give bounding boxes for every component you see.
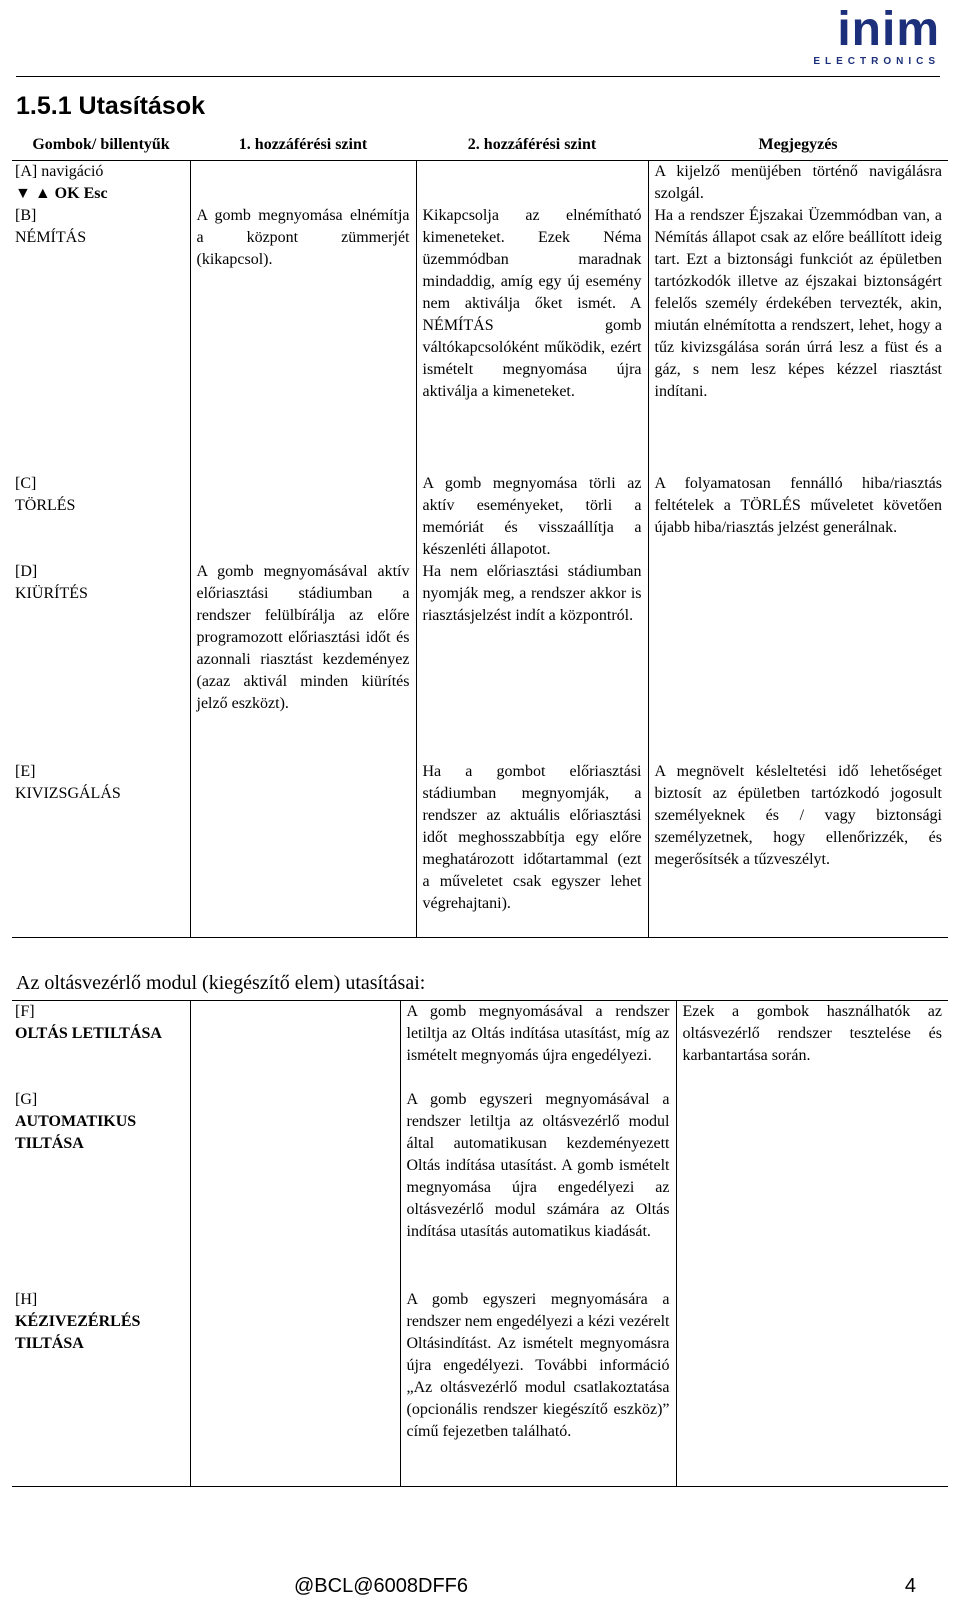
- key-name: NÉMÍTÁS: [15, 229, 87, 246]
- key-name: KIÜRÍTÉS: [15, 585, 88, 602]
- key-cell: [12, 761, 190, 937]
- table-row: [12, 1089, 948, 1289]
- level2-cell: Kikapcsolja az elnémítható kimeneteket. Ezek Néma üzemmódban maradnak mindaddig, amíg egy új esemény nem aktiválja őket ismét. A NÉMÍTÁS gomb váltókapcsolóként működik, ezért ismételt megnyomása újra aktiválja a kimeneteket.: [416, 205, 648, 473]
- inim-logo: [813, 3, 940, 68]
- empty-cell: [190, 1001, 400, 1089]
- col-header-note: Megjegyzés: [648, 128, 948, 161]
- empty-cell: [190, 1289, 400, 1487]
- col-header-level2: 2. hozzáférési szint: [416, 128, 648, 161]
- key-name: AUTOMATIKUS TILTÁSA: [15, 1112, 137, 1152]
- key-cell: [12, 1089, 190, 1289]
- note-cell: [648, 561, 948, 761]
- key-cell: [12, 161, 190, 206]
- key-cell: [12, 1001, 190, 1089]
- key-code: [B]: [15, 207, 37, 224]
- key-name: KIVIZSGÁLÁS: [15, 785, 121, 802]
- key-cell: [12, 1289, 190, 1487]
- key-name: ▼ ▲ OK Esc: [15, 185, 108, 202]
- col-header-keys: Gombok/ billentyűk: [12, 128, 190, 161]
- table-row: [12, 161, 948, 206]
- logo-subtitle: ELECTRONICS: [813, 56, 940, 67]
- key-code: [G]: [15, 1090, 38, 1108]
- level2-cell: [416, 161, 648, 206]
- extinguishing-table: [12, 1000, 948, 1487]
- header-rule: [16, 76, 940, 77]
- key-name: TÖRLÉS: [15, 497, 76, 514]
- note-cell: A megnövelt késleltetési idő lehetőséget biztosít az épületben tartózkodó jogosult személyeknek és / vagy biztonsági személyzetnek, hogy ellenőrizzék, és megerősítsék a tűzveszélyt.: [648, 761, 948, 937]
- key-name: KÉZIVEZÉRLÉS TILTÁSA: [15, 1312, 141, 1352]
- note-cell: [676, 1289, 948, 1487]
- table-row: [12, 1001, 948, 1089]
- page-number: 4: [904, 1575, 916, 1597]
- note-cell: A folyamatosan fennálló hiba/riasztás feltételek a TÖRLÉS műveletet követően újabb hiba/riasztás jelzést generálnak.: [654, 475, 942, 536]
- key-name: OLTÁS LETILTÁSA: [15, 1025, 162, 1042]
- key-code: [C]: [15, 475, 37, 492]
- table-header-row: [12, 128, 948, 161]
- description-cell: A gomb egyszeri megnyomására a rendszer nem engedélyezi a kézi vezérelt Oltásindítást. Az ismételt megnyomásra újra engedélyezi. További információ „Az oltásvezérlő modul csatlakoztatása (opcionális rendszer kiegészítő eszköz)” című fejezetben található.: [400, 1289, 676, 1487]
- description-cell: A gomb egyszeri megnyomásával a rendszer letiltja az oltásvezérlő modul által automatikusan kezdeményezett Oltás indítása utasítást. A gomb ismételt megnyomása újra engedélyezi az oltásvezérlő modul számára az Oltás indítása utasítás automatikus kiadását.: [400, 1089, 676, 1289]
- note-cell: Ezek a gombok használhatók az oltásvezérlő rendszer tesztelése és karbantartása során.: [676, 1001, 948, 1089]
- empty-cell: [190, 1089, 400, 1289]
- col-header-level1: 1. hozzáférési szint: [190, 128, 416, 161]
- level1-cell: [190, 473, 416, 561]
- logo-mark: inim: [837, 3, 940, 56]
- level1-cell: [190, 161, 416, 206]
- note-cell: [676, 1089, 948, 1289]
- key-code: [E]: [15, 763, 36, 780]
- key-code: [D]: [15, 563, 38, 580]
- key-cell: [12, 561, 190, 761]
- table-row: [12, 1289, 948, 1487]
- level1-cell: A gomb megnyomásával aktív előriasztási stádiumban a rendszer felülbírálja az előre programozott előriasztási időt és azonnali riasztást kezdeményez (azaz aktivál minden kiürítés jelző eszközt).: [190, 561, 416, 761]
- document-code: @BCL@6008DFF6: [294, 1575, 469, 1597]
- table-row: [12, 761, 948, 937]
- extinguishing-section-title: Az oltásvezérlő modul (kiegészítő elem) utasításai:: [16, 972, 426, 994]
- key-code: [H]: [15, 1290, 38, 1308]
- key-cell: [12, 473, 190, 561]
- level1-cell: [190, 761, 416, 937]
- level1-cell: A gomb megnyomása elnémítja a központ zümmerjét (kikapcsol).: [190, 205, 416, 473]
- note-cell: Ha a rendszer Éjszakai Üzemmódban van, a Némítás állapot csak az előre beállított ideig tart. Ezt a biztonsági funkciót az épületben tartózkodók illetve az éjszakai biztonságért felelős személy érdekében tervezték, akin, miután elnémította a rendszert, lehet, hogy a tűz kivizsgálása során úrrá lesz a füst és a gáz, s nem lesz képes kézzel riasztást indítani.: [654, 207, 942, 400]
- instructions-table: [12, 128, 948, 938]
- level2-cell: Ha nem előriasztási stádiumban nyomják meg, a rendszer akkor is riasztásjelzést indít a központról.: [416, 561, 648, 761]
- key-cell: [12, 205, 190, 473]
- level2-cell: A gomb megnyomása törli az aktív eseményeket, törli a memóriát és visszaállítja a készenléti állapotot.: [416, 473, 648, 561]
- description-cell: A gomb megnyomásával a rendszer letiltja az Oltás indítása utasítást, míg az ismételt megnyomás újra engedélyezi.: [400, 1001, 676, 1089]
- section-heading: 1.5.1 Utasítások: [16, 92, 205, 120]
- table-row: [12, 473, 948, 561]
- table-row: [12, 561, 948, 761]
- note-cell: A kijelző menüjében történő navigálásra szolgál.: [654, 163, 942, 202]
- key-code: [A] navigáció: [15, 163, 104, 180]
- table-row: [12, 205, 948, 473]
- level2-cell: Ha a gombot előriasztási stádiumban megnyomják, a rendszer az aktuális előriasztási időt meghosszabbítja egy előre meghatározott időtartammal (ezt a műveletet csak egyszer lehet végrehajtani).: [416, 761, 648, 937]
- key-code: [F]: [15, 1003, 35, 1020]
